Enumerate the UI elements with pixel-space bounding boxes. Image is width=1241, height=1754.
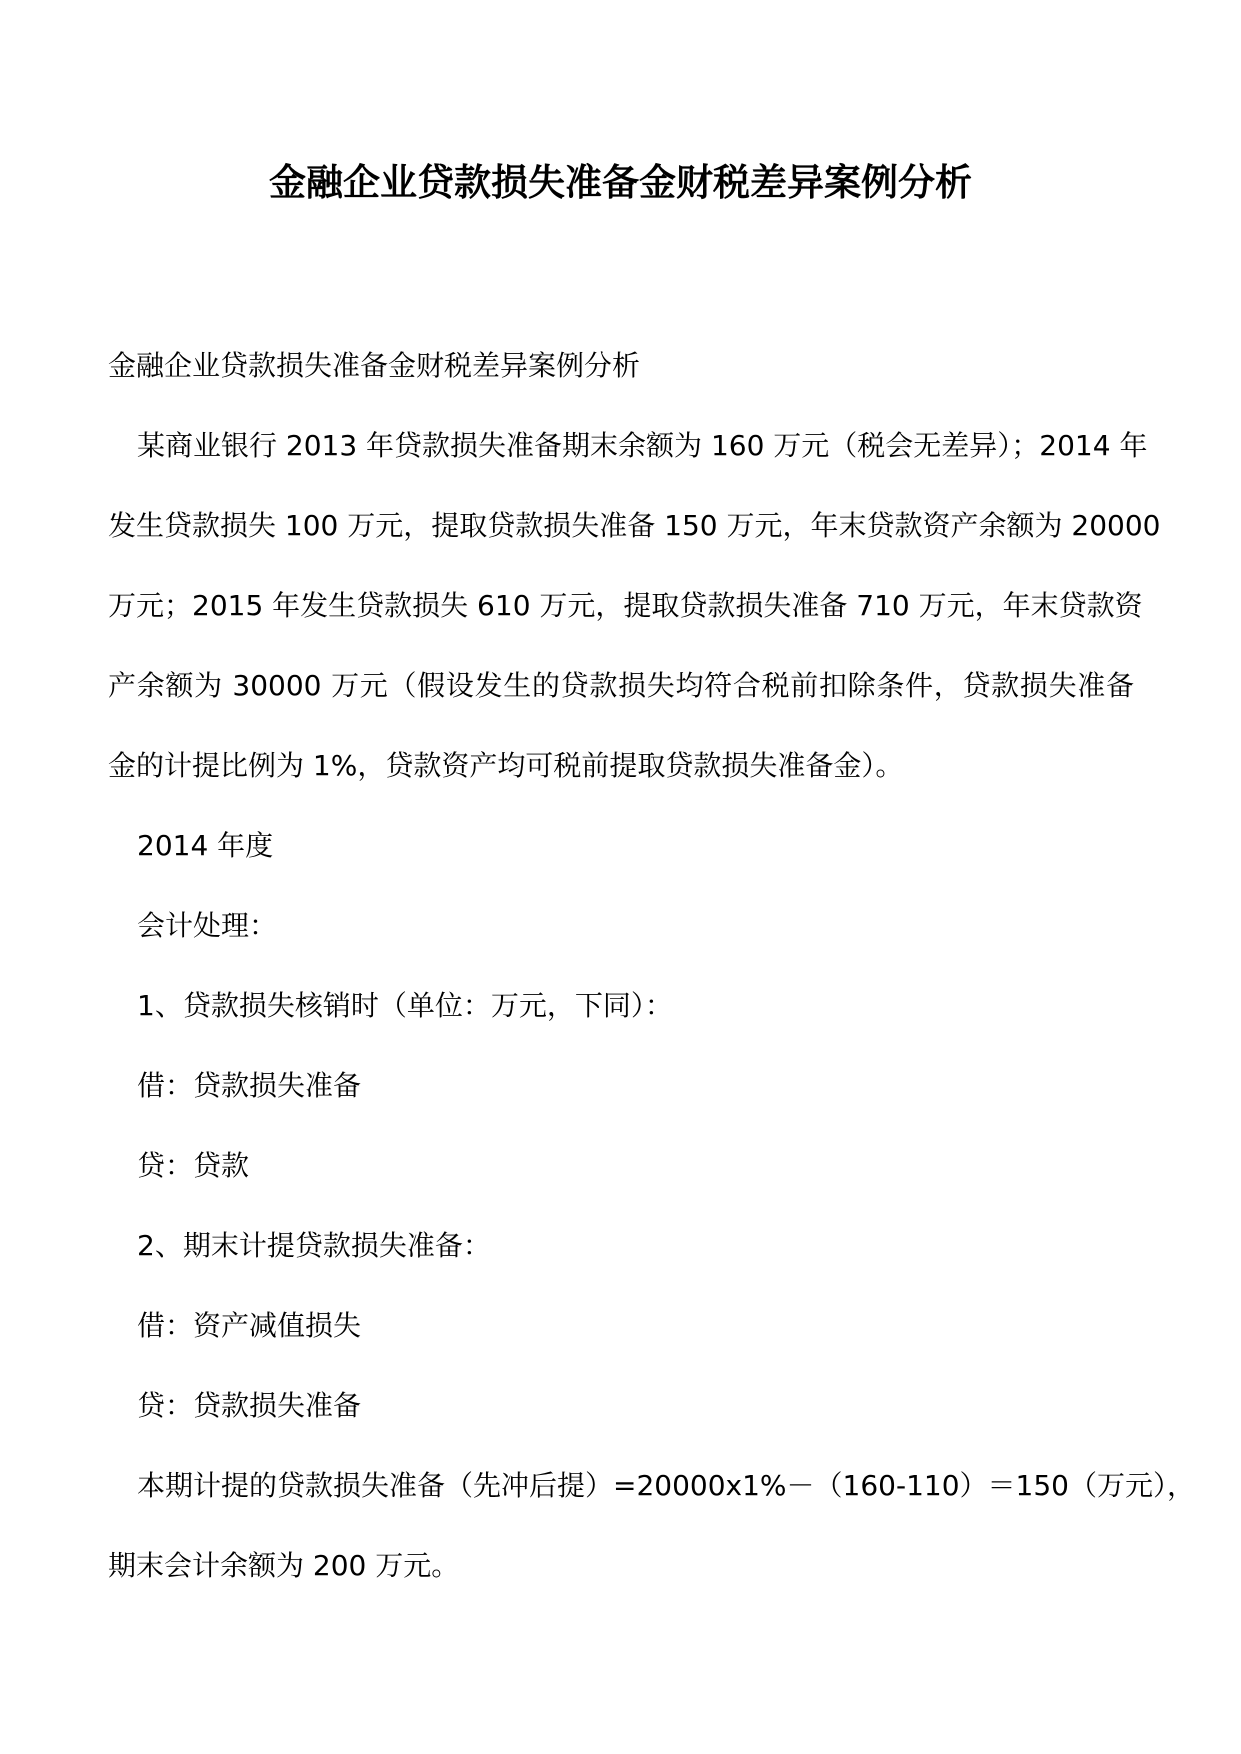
- step-1-heading: 1、贷款损失核销时（单位：万元，下同）：: [137, 989, 673, 1022]
- debit-entry: 借：资产减值损失: [137, 1309, 362, 1342]
- subtitle-line: 金融企业贷款损失准备金财税差异案例分析: [108, 349, 641, 382]
- paragraph-line: 发生贷款损失 100 万元，提取贷款损失准备 150 万元，年末贷款资产余额为 20000: [108, 509, 1161, 542]
- step-2-heading: 2、期末计提贷款损失准备：: [137, 1229, 491, 1262]
- credit-entry: 贷：贷款损失准备: [137, 1389, 362, 1422]
- accounting-heading: 会计处理：: [137, 909, 278, 942]
- paragraph-line: 某商业银行 2013 年贷款损失准备期末余额为 160 万元（税会无差异）；2014 年: [137, 429, 1148, 462]
- calculation-line: 期末会计余额为 200 万元。: [108, 1549, 460, 1582]
- year-heading: 2014 年度: [137, 829, 274, 862]
- calculation-line: 本期计提的贷款损失准备（先冲后提）=20000x1%－（160-110）＝150（万元），: [137, 1469, 1195, 1502]
- credit-entry: 贷：贷款: [137, 1149, 250, 1182]
- paragraph-line: 产余额为 30000 万元（假设发生的贷款损失均符合税前扣除条件，贷款损失准备: [108, 669, 1134, 702]
- paragraph-line: 万元；2015 年发生贷款损失 610 万元，提取贷款损失准备 710 万元，年末贷款资: [108, 589, 1143, 622]
- debit-entry: 借：贷款损失准备: [137, 1069, 362, 1102]
- document-title: 金融企业贷款损失准备金财税差异案例分析: [269, 160, 972, 204]
- paragraph-line: 金的计提比例为 1%，贷款资产均可税前提取贷款损失准备金）。: [108, 749, 904, 782]
